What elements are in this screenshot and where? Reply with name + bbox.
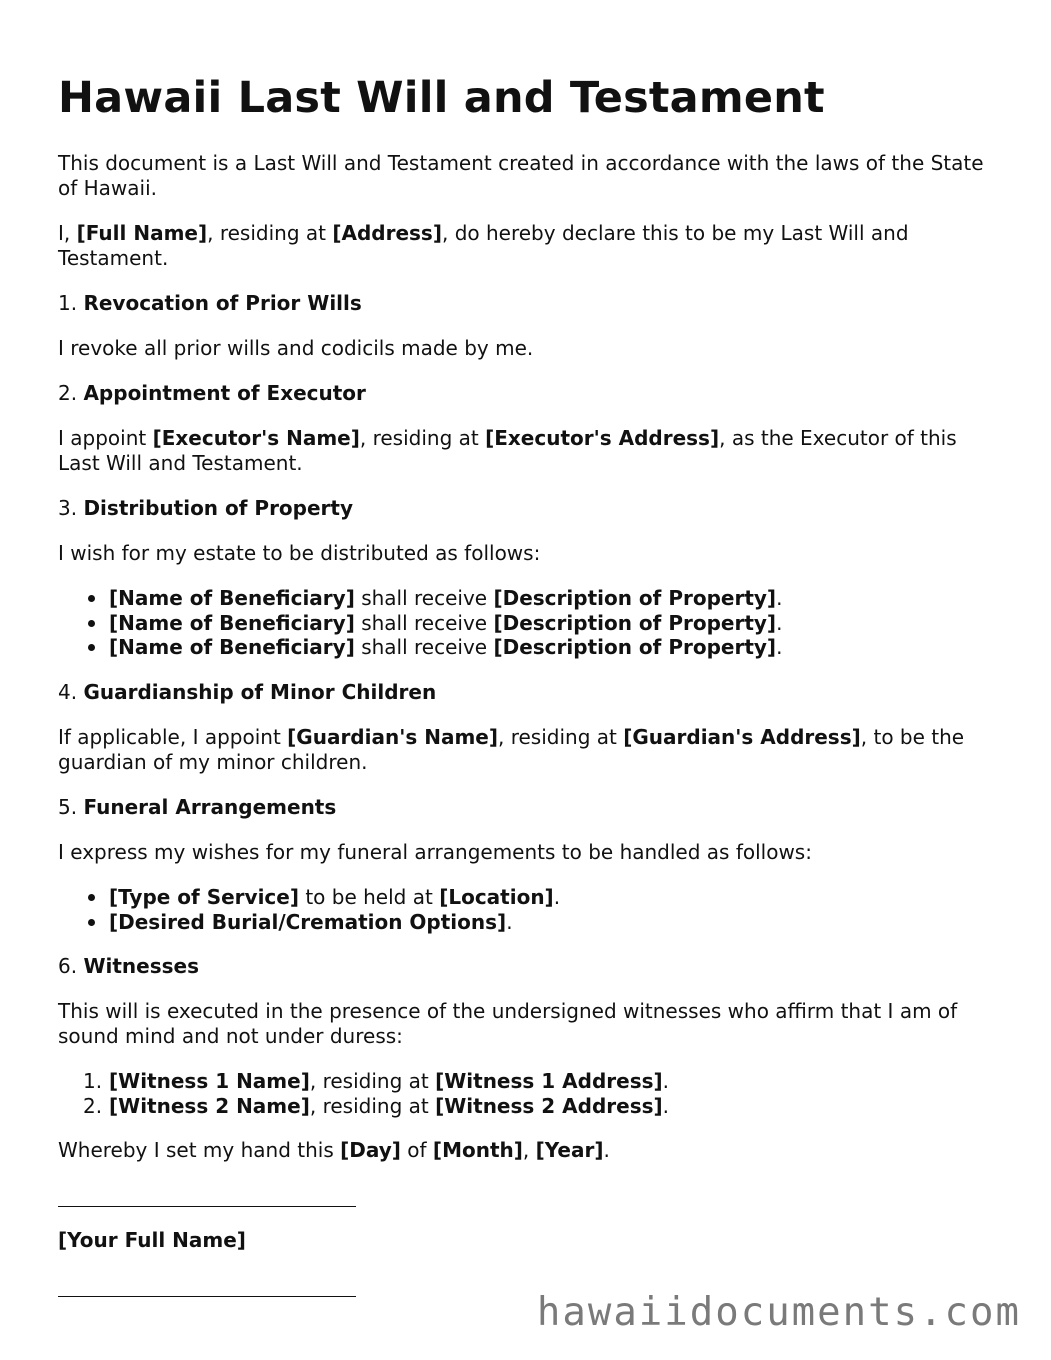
section-4-body: If applicable, I appoint [Guardian's Name], residing at [Guardian's Address], to be the guardian of my minor children. (58, 725, 965, 774)
guardian-address-placeholder: [Guardian's Address] (623, 725, 861, 749)
funeral-list (58, 885, 560, 934)
section-3-heading: 3. Distribution of Property (58, 496, 354, 520)
guardian-name-placeholder: [Guardian's Name] (287, 725, 498, 749)
list-item: [Type of Service] to be held at [Location]. (58, 885, 560, 910)
list-item: [Name of Beneficiary] shall receive [Description of Property]. (58, 586, 782, 611)
section-2-body: I appoint [Executor's Name], residing at [Executor's Address], as the Executor of this Last Will and Testament. (58, 426, 957, 475)
list-item: [Desired Burial/Cremation Options]. (58, 910, 560, 935)
closing-paragraph: Whereby I set my hand this [Day] of [Month], [Year]. (58, 1138, 610, 1162)
section-5-heading: 5. Funeral Arrangements (58, 795, 337, 819)
section-1-heading: 1. Revocation of Prior Wills (58, 291, 362, 315)
executor-name-placeholder: [Executor's Name] (152, 426, 360, 450)
section-2-heading: 2. Appointment of Executor (58, 381, 366, 405)
signature-line (58, 1206, 356, 1207)
section-1-body: I revoke all prior wills and codicils made by me. (58, 336, 534, 360)
declaration-paragraph: I, [Full Name], residing at [Address], do hereby declare this to be my Last Will and Testament. (58, 221, 909, 270)
executor-address-placeholder: [Executor's Address] (485, 426, 720, 450)
page-title: Hawaii Last Will and Testament (58, 73, 825, 123)
list-item: 2. [Witness 2 Name], residing at [Witness 2 Address]. (83, 1093, 669, 1118)
list-item: [Name of Beneficiary] shall receive [Description of Property]. (58, 635, 782, 660)
intro-paragraph: This document is a Last Will and Testament created in accordance with the laws of the State of Hawaii. (58, 151, 984, 200)
signature-name: [Your Full Name] (58, 1228, 246, 1252)
watermark: hawaiidocuments.com (536, 1290, 1021, 1335)
section-4-heading: 4. Guardianship of Minor Children (58, 680, 437, 704)
list-item: 1. [Witness 1 Name], residing at [Witness 1 Address]. (83, 1069, 669, 1093)
date-line (58, 1296, 356, 1297)
beneficiary-list (58, 586, 782, 660)
address-placeholder: [Address] (332, 221, 442, 245)
section-6-heading: 6. Witnesses (58, 954, 200, 978)
list-item: [Name of Beneficiary] shall receive [Description of Property]. (58, 611, 782, 636)
full-name-placeholder: [Full Name] (76, 221, 208, 245)
section-3-body: I wish for my estate to be distributed as follows: (58, 541, 541, 565)
section-5-body: I express my wishes for my funeral arrangements to be handled as follows: (58, 840, 812, 864)
section-6-body: This will is executed in the presence of the undersigned witnesses who affirm that I am of sound mind and not under duress: (58, 999, 958, 1048)
witness-list (58, 1069, 669, 1118)
